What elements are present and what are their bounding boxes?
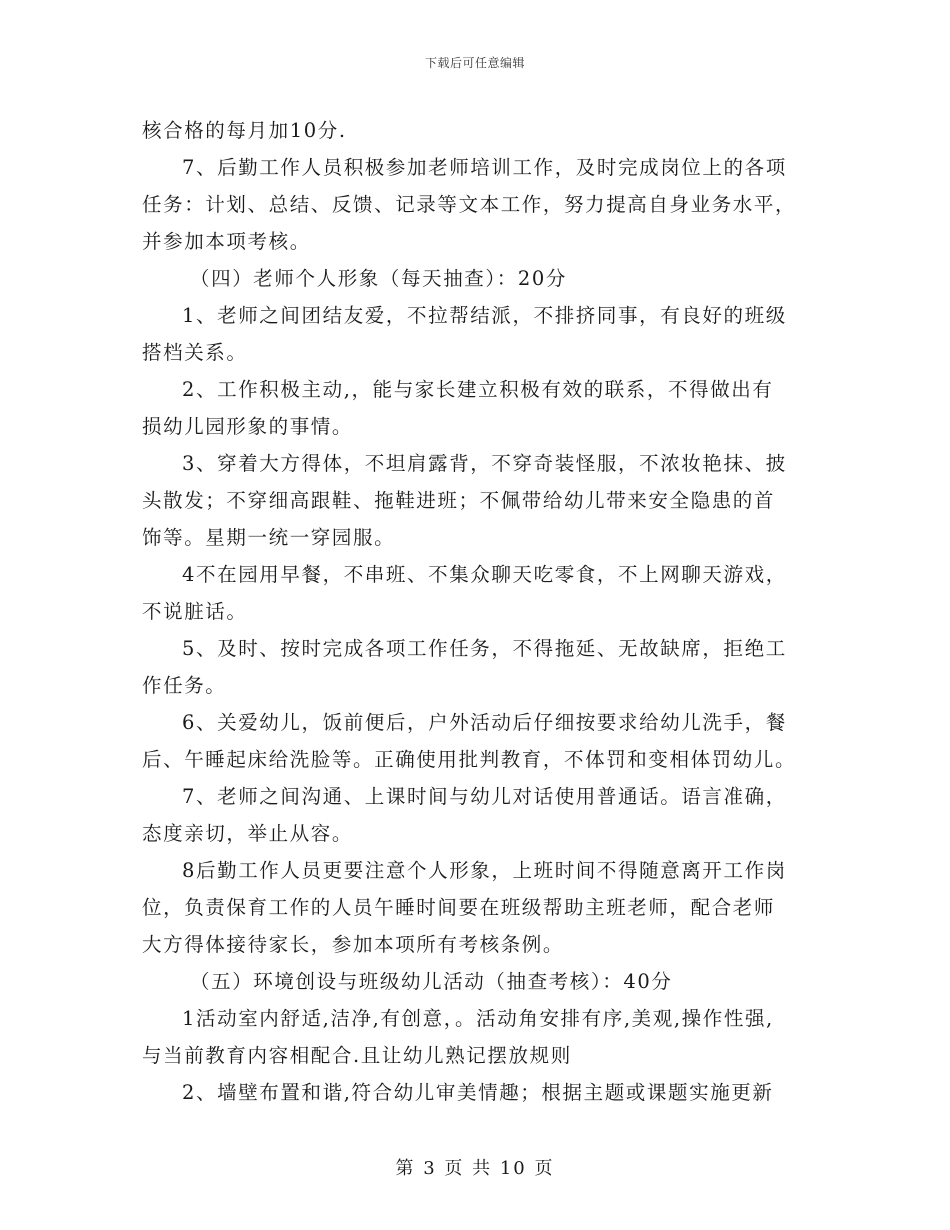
document-body — [142, 112, 822, 1111]
page-footer: 第 3 页 共 10 页 — [395, 1158, 555, 1179]
text-line: 头散发；不穿细高跟鞋、拖鞋进班；不佩带给幼儿带来安全隐患的首 — [142, 489, 776, 512]
text-line: 7、老师之间沟通、上课时间与幼儿对话使用普通话。语言准确， — [182, 785, 787, 808]
text-line: 后、午睡起床给洗脸等。正确使用批判教育，不体罚和变相体罚幼儿。 — [142, 748, 797, 771]
section-heading: （四）老师个人形象（每天抽查）：20分 — [190, 267, 567, 290]
page-header: 下载后可任意编辑 — [424, 56, 525, 70]
text-line: 2、墙壁布置和谐,符合幼儿审美情趣；根据主题或课题实施更新 — [182, 1081, 774, 1104]
text-line: 饰等。星期一统一穿园服。 — [142, 526, 396, 549]
text-line: 态度亲切，举止从容。 — [142, 822, 354, 845]
section-heading: （五）环境创设与班级幼儿活动（抽查考核）：40分 — [190, 970, 673, 993]
text-line: 8后勤工作人员更要注意个人形象，上班时间不得随意离开工作岗 — [182, 859, 787, 882]
text-line: 2、工作积极主动,，能与家长建立积极有效的联系，不得做出有 — [182, 378, 774, 401]
text-line: 1、老师之间团结友爱，不拉帮结派，不排挤同事，有良好的班级 — [182, 304, 787, 327]
text-line: 1活动室内舒适,洁净,有创意，。活动角安排有序,美观,操作性强, — [182, 1007, 774, 1030]
text-line: 与当前教育内容相配合.且让幼儿熟记摆放规则 — [142, 1044, 572, 1067]
text-line: 损幼儿园形象的事情。 — [142, 415, 354, 438]
text-line: 不说脏话。 — [142, 600, 248, 623]
text-line: 大方得体接待家长，参加本项所有考核条例。 — [142, 933, 565, 956]
text-line: 搭档关系。 — [142, 341, 248, 364]
text-line: 6、关爱幼儿，饭前便后，户外活动后仔细按要求给幼儿洗手，餐 — [182, 711, 787, 734]
text-line: 位，负责保育工作的人员午睡时间要在班级帮助主班老师，配合老师 — [142, 896, 776, 919]
text-line: 作任务。 — [142, 674, 227, 697]
text-line: 核合格的每月加10分. — [142, 119, 347, 142]
text-line: 并参加本项考核。 — [142, 230, 311, 253]
text-line: 任务：计划、总结、反馈、记录等文本工作，努力提高自身业务水平， — [142, 193, 797, 216]
text-line: 4不在园用早餐，不串班、不集众聊天吃零食，不上网聊天游戏， — [182, 563, 787, 586]
text-line: 7、后勤工作人员积极参加老师培训工作，及时完成岗位上的各项 — [182, 156, 787, 179]
text-line: 3、穿着大方得体，不坦肩露背，不穿奇装怪服，不浓妆艳抹、披 — [182, 452, 787, 475]
text-line: 5、及时、按时完成各项工作任务，不得拖延、无故缺席，拒绝工 — [182, 637, 787, 660]
